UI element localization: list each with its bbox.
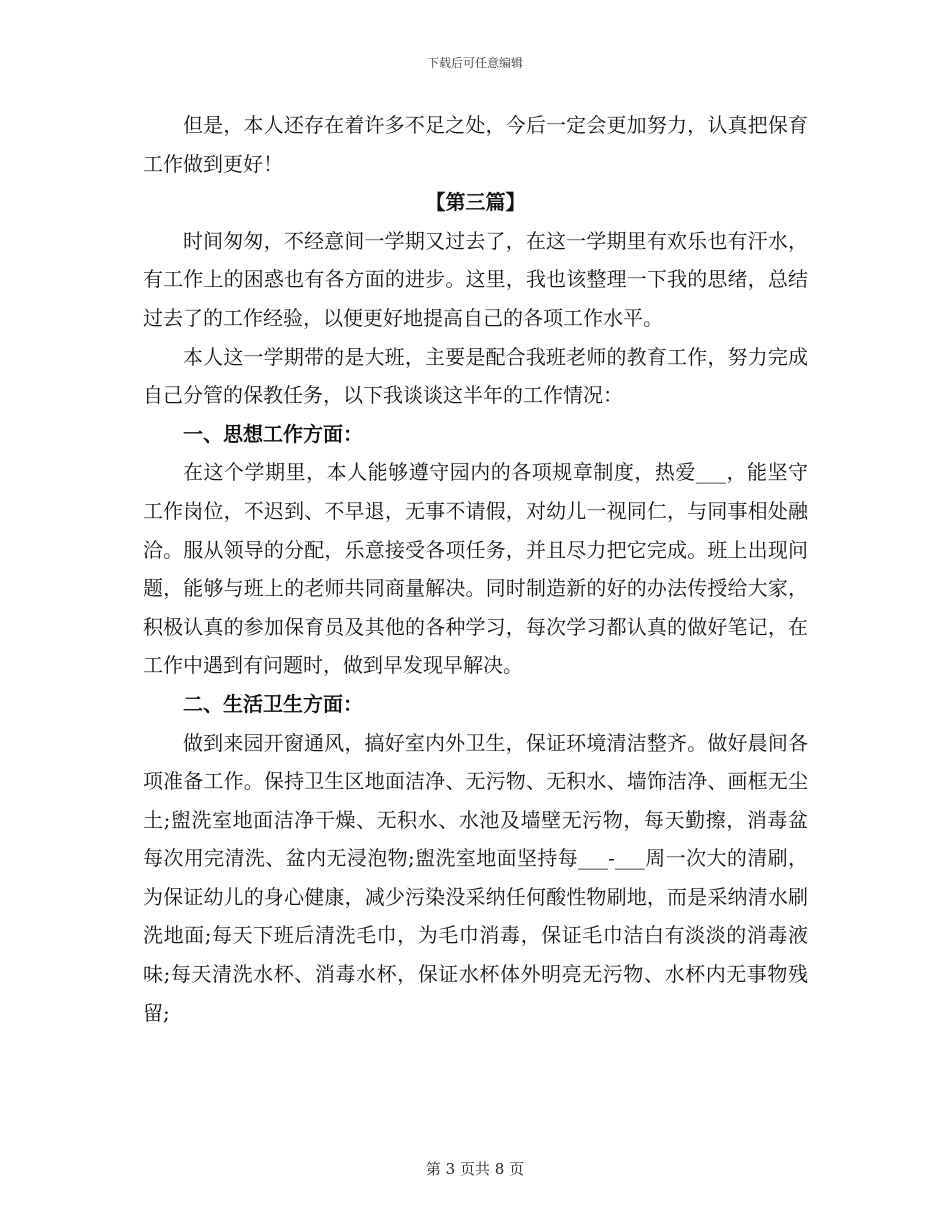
heading-thought-work: 一、思想工作方面：: [183, 421, 363, 446]
paragraph-4: 做到来园开窗通风，搞好室内外卫生，保证环境清洁整齐。做好晨间各项准备工作。保持卫生区地面洁净、无污物、无积水、墙饰洁净、画框无尘土;盥洗室地面洁净干燥、无积水、水池及墙壁无污物，每天勤擦，消毒盆每次用完清洗、盆内无浸泡物;盥洗室地面坚持每___-___周一次大的清刷，为保证幼儿的身心健康，减少污染没采纳任何酸性物刷地，而是采纳清水刷洗地面;每天下班后清洗毛巾，为毛巾消毒，保证毛巾洁白有淡淡的消毒液味;每天清洗水杯、消毒水杯，保证水杯体外明亮无污物、水杯内无事物残留;: [143, 730, 808, 1025]
paragraph-3: 在这个学期里，本人能够遵守园内的各项规章制度，热爱___，能坚守工作岗位，不迟到、不早退，无事不请假，对幼儿一视同仁，与同事相处融洽。服从领导的分配，乐意接受各项任务，并且尽力把它完成。班上出现问题，能够与班上的老师共同商量解决。同时制造新的好的办法传授给大家，积极认真的参加保育员及其他的各种学习，每次学习都认真的做好笔记，在工作中遇到有问题时，做到早发现早解决。: [143, 460, 808, 678]
paragraph-2: 本人这一学期带的是大班，主要是配合我班老师的教育工作，努力完成自己分管的保教任务，以下我谈谈这半年的工作情况：: [143, 344, 808, 408]
heading-life-hygiene: 二、生活卫生方面：: [183, 691, 363, 716]
paragraph-1: 时间匆匆，不经意间一学期又过去了，在这一学期里有欢乐也有汗水，有工作上的困惑也有各方面的进步。这里，我也该整理一下我的思绪，总结过去了的工作经验，以便更好地提高自己的各项工作水平。: [143, 228, 808, 330]
page-header: 下载后可任意编辑: [426, 56, 523, 70]
section-title: 【第三篇】: [425, 190, 526, 215]
intro-paragraph: 但是，本人还存在着许多不足之处，今后一定会更加努力，认真把保育工作做到更好！: [143, 113, 808, 176]
document-body: [143, 106, 808, 1032]
page-footer: 第 3 页共 8 页: [425, 1160, 525, 1178]
